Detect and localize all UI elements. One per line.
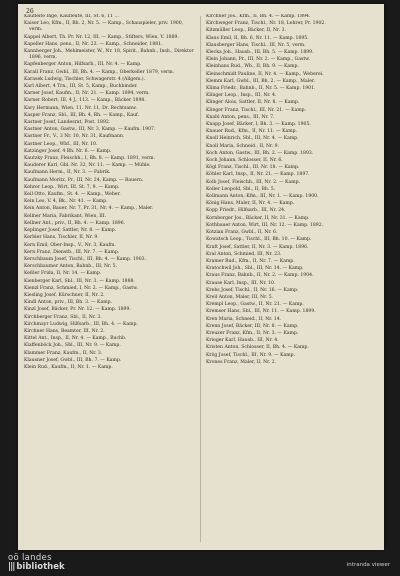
directory-entry: Kein Anton, Bauer, Nr. 7, Pr. 31, Nr. 4. — Kamp., Maler.	[24, 206, 154, 212]
directory-entry: Klammer Franz, Kaufm., II, Nr. 3.	[24, 350, 103, 356]
directory-entry: Kopp Friedr., Hilfsarb., III, Nr. 24.	[206, 208, 286, 214]
directory-entry: Kerschbaumer Anton, Bahnb., III, Nr. 5.	[24, 264, 117, 270]
directory-entry: Kellner Ant., priv., II, Bh. 4. — Kamp. 1896.	[24, 220, 126, 226]
directory-entry: Kerschbaum Josef, Tischl., III, Bh. 4. — Kamp. 1903.	[24, 256, 147, 262]
directory-entry: Kirchberger Franz, Sbl., II, Nr. 3.	[24, 314, 102, 320]
directory-entry: Klaffenböck Joh., Sbl., III, Nr. 9. — Kamp.	[24, 343, 121, 349]
directory-entry: Karner Josef, Kaufm., II, Nr. 21. — Kamp. 1894, verm.	[24, 91, 150, 97]
directory-entry: Kaiser Leo, Kfm., II, Bh. 2, Nr. 5. — Kamp., Schauspieler, priv. 1900, verm.	[24, 21, 184, 33]
directory-entry: Kögl Franz, Tischl., III, Nr. 18. — Kamp.	[206, 165, 300, 171]
directory-entry: Keßler Frida, II, Nr. 14. — Kamp.	[24, 271, 102, 277]
directory-entry: Katzinger Josef, 4 Bh. Nr. 6. — Kamp.	[24, 148, 112, 154]
directory-entry: Karl Albert, 4 Trn., III, St. 5, Kamp., Buchbinder.	[24, 84, 138, 90]
directory-entry: Karasek Ludwig, Tischler, Schwagerstr. 4 (Allgem.).	[24, 76, 146, 82]
directory-entry: Krieger Karl, Hausb., III, Nr. 4.	[206, 338, 279, 344]
directory-entry: Kraus Franz, Bahnb., II, Nr. 2. — Kamp. 1904.	[206, 273, 314, 279]
directory-entry: Klausner Josef, Gwbl., III, Bh. 7. — Kamp.	[24, 357, 122, 363]
directory-entry: Klein Rud., Kaufm., II, Nr. 1. — Kamp.	[24, 364, 113, 370]
directory-entry: Kremser Hans, Sbl., III, Nr. 11. — Kamp. 1899.	[206, 309, 316, 315]
directory-entry: Kaufmann Moritz, Pr., III, Nr. 24, Kamp. — Bauern.	[24, 177, 144, 183]
directory-entry: Klinger Alois, Sattler, II, Nr. 8. — Kamp.	[206, 100, 300, 106]
directory-entry: Krause Karl, Insp., III, Nr. 10.	[206, 280, 276, 286]
directory-entry: Kasper Franz, Sbl., III, Bh. 4, Rh. — Kamp., Kauf.	[24, 112, 140, 118]
library-logo[interactable]	[8, 554, 65, 572]
directory-entry: Kral Anton, Schmied, III, Nr. 23.	[206, 251, 282, 257]
directory-entry: Knapp Josef, Bäcker, I, Bh. 3. — Kamp. 1905.	[206, 122, 311, 128]
directory-entry: Kothbauer Anton, Wirt, III, Nr. 12. — Kamp. 1892.	[206, 222, 324, 228]
directory-entry: Kehrer Leop., Wirt, III, St. 7, 9. — Kamp.	[24, 184, 120, 190]
directory-entry: Kittel Ant., Insp., II, Nr. 4. — Kamp., Buchb.	[24, 336, 127, 342]
page-number: 26	[26, 8, 34, 15]
directory-entry: Krebs Josef, Tischl., II, Nr. 16. — Kamp.	[206, 287, 299, 293]
directory-entry: Krög Josef, Tischl., III, Nr. 9. — Kamp.	[206, 352, 296, 358]
directory-entry: Kitzmüller Leop., Bäcker, II, Nr. 3.	[206, 28, 287, 34]
directory-entry: Kapeller Hans, pens., II, Nr. 23. — Kamp., Schneider, 1881.	[24, 41, 163, 47]
directory-entry: Kaufleite Inge, Kaufleute, III, St. 6, 11 ...	[24, 14, 119, 19]
directory-entry: Klausberger Hans, Tischl., III, Nr. 5, verm.	[206, 42, 306, 48]
directory-entry: Kotzian Franz, Gwbl., II, Nr. 6.	[206, 230, 278, 236]
directory-entry: Keil Otto, Kaufm., St. 4. — Kamp., Weber.	[24, 192, 121, 198]
directory-entry: König Hans, Maler, II, Nr. 4. — Kamp.	[206, 201, 295, 207]
directory-entry: Kastner Anton, Gastw., III, Nr. 3, Kamp. — Kaufm. 1907.	[24, 127, 156, 133]
directory-entry: Kastner Fr., V., 3 Nr. 10, Nr. 31, Kaufmann.	[24, 134, 125, 140]
directory-entry: Kerbler Hans, Tischler, II, Nr. 9.	[24, 235, 99, 241]
directory-entry: Kren Maria, Schneid., II, Nr. 14.	[206, 316, 282, 322]
directory-entry: Karner Robert, III, 4 J., 113. — Kamp., Bäcker 1898.	[24, 98, 146, 104]
directory-entry: Klecka Joh., Hausb., III, Bh. 5. — Kamp. 1899.	[206, 50, 314, 56]
viewer-footer	[0, 552, 400, 576]
directory-entry: Kapfenberger Anton, Hilfsarb., III, Nr. 4. — Kamp.	[24, 62, 142, 68]
directory-entry: Kienberger Karl, Sbl., III, Nr. 3. — Kamp. 1888.	[24, 278, 135, 284]
directory-entry: Kary Hermann, Wien, 11. Nr. 11, Dr. Rechtsanw.	[24, 105, 137, 111]
directory-entry: Kirchner Jos., Kfm., II, Bh. 4. — Kamp. 1894.	[206, 14, 311, 19]
directory-entry: Kein Leo, V. 4, Bk., Nr. 41. — Kamp.	[24, 199, 108, 205]
directory-entry: Keplinger Josef, Sattler, Nr. 8. — Kamp.	[24, 228, 117, 234]
directory-entry: Knoll Heinrich, Sbl., III, Nr. 4. — Kamp.	[206, 136, 299, 142]
library-name-line2: ||| bibliothek	[8, 562, 65, 572]
directory-entry: Kastner Leop., Wbf., III, Nr. 10.	[24, 141, 98, 147]
directory-entry: Kaufmann Herm., II, Nr. 3. — Fabrik.	[24, 170, 111, 176]
directory-entry: Knabl Anton, pens., III, Nr. 7.	[206, 114, 275, 120]
directory-entry: Kellner Maria, Fabrikant, Wien, III.	[24, 213, 107, 219]
directory-entry: Kirchweger Franz, Tischl., Nr. 18, Lehrer, Pr. 1902.	[206, 21, 326, 27]
directory-entry: Kollmann Anton, Kfm., III, Nr. 1. — Kamp. 1900.	[206, 194, 319, 200]
directory-entry: Kautzky Franz, Fleischh., I, Bh. 8. — Kamp. 1891, verm.	[24, 156, 155, 162]
right-column	[206, 14, 378, 546]
column-divider	[200, 16, 201, 542]
directory-entry: Koch Anton, Gastw., III, Bh. 2. — Kamp. 1893.	[206, 150, 314, 156]
directory-entry: Krempl Leop., Gastw., II, Nr. 21. — Kamp.	[206, 302, 304, 308]
directory-entry: Krones Franz, Maler, II, Nr. 2.	[206, 359, 277, 365]
directory-entry: Klaus Emil, II, Bh. 6, Nr. 11. — Kamp. 1895.	[206, 35, 309, 41]
left-column	[24, 14, 196, 546]
directory-entry: Kreuzer Franz, Kfm., II, Nr. 3. — Kamp.	[206, 330, 299, 336]
directory-entry: Knauer Rud., Kfm., II, Nr. 11. — Kamp.	[206, 129, 297, 135]
directory-entry: Kowatsch Leop., Tischl., III, Bh. 10. — Kamp.	[206, 237, 312, 243]
library-bars-icon: |||	[8, 562, 15, 572]
directory-entry: Klemm Karl, Gwbl., III, Bh. 2. — Kamp., Maler.	[206, 78, 316, 84]
directory-entry: Köhler Karl, Insp., II, Nr. 21. — Kamp. 1897.	[206, 172, 310, 178]
directory-entry: Kienzl Franz, Schmied, I, Nr. 2. — Kamp., Gastw.	[24, 285, 139, 291]
directory-entry: Kleinschmidt Pauline, II, Nr. 4. — Kamp., Weberei.	[206, 71, 324, 77]
directory-entry: Klein Johann, Pr., III, Nr. 2. — Kamp., Gastw.	[206, 57, 311, 63]
directory-entry: Kastner Josef, Landesrat, Post. 1892.	[24, 120, 111, 126]
directory-entry: Kristen Anton, Schlosser, II, Bh. 4. — Kamp.	[206, 345, 309, 351]
directory-entry: Kirchmayr Ludwig, Hilfsarb., III, Bh. 4. — Kamp.	[24, 321, 138, 327]
directory-entry: Koch Johann, Schlosser, II, Nr. 6.	[206, 158, 283, 164]
directory-entry: Klinger Leop., Insp., III, Nr. 4.	[206, 93, 277, 99]
directory-entry: Kornberger Jos., Bäcker, II, Nr. 31. — Kamp.	[206, 215, 310, 221]
directory-entry: Klima Friedr., Bahnb., II, Nr. 5. — Kamp. 1901.	[206, 86, 316, 92]
scanned-page	[18, 4, 384, 550]
directory-entry: Kindl Anton, priv., III, Bh. 3. — Kamp.	[24, 300, 112, 306]
directory-entry: Kratochwil Joh., Sbl., III, Nr. 14. — Kamp.	[206, 266, 304, 272]
directory-entry: Krenn Josef, Bäcker, III, Nr. 8. — Kamp.	[206, 323, 299, 329]
directory-entry: Kern Emil, Ober-Insp., V., Nr. 3, Kaufm.	[24, 242, 116, 248]
directory-entry: Kirchner Hans, Beamter, III, Nr. 2.	[24, 328, 105, 334]
directory-entry: Kannberger Joh., Mehlmeister, W., Nr. 18, Spirit., Bahnb., Insb., Direktor 1896, verm.	[24, 49, 194, 61]
directory-entry: Kreil Anton, Maler, III, Nr. 5.	[206, 294, 274, 300]
library-name-line1: oö landes	[8, 553, 52, 563]
directory-entry: Knoll Maria, Schneid., II, Nr. 9.	[206, 143, 280, 149]
directory-entry: Kern Franz, Dienstb., III, Nr. 7. — Kamp.	[24, 249, 120, 255]
viewer-label: intranda viewer	[346, 562, 390, 568]
directory-entry: Kappel Albert, Th. Pr. Nr. 12, III. — Kamp., Stifters, Wien, V. 1889.	[24, 34, 179, 40]
directory-entry: Kolb Josef, Fleischh., III, Nr. 2. — Kamp.	[206, 179, 300, 185]
directory-entry: Kauderer Karl, Gbl. Nr. 32, Nr. 11. — Kamp. — Mühle.	[24, 163, 151, 169]
directory-entry: Kraft Josef, Sattler, II, Nr. 3. — Kamp. 1896.	[206, 244, 309, 250]
directory-entry: Kinzl Josef, Bäcker, Pr. Nr. 12. — Kamp. 1899.	[24, 307, 131, 313]
directory-entry: Klinger Franz, Tischl., III, Nr. 21. — Kamp.	[206, 107, 307, 113]
directory-entry: Kiesling Josef, Kürschner, II, Nr. 2.	[24, 292, 105, 298]
directory-entry: Karall Franz, Gwbl., III, Bh. 4. — Kamp., Oberkeller 1879, verm.	[24, 69, 175, 75]
directory-entry: Kleinhans Rud., Wb., II, Bh. 9. — Kamp.	[206, 64, 299, 70]
directory-entry: Kramer Rud., Kfm., II, Nr. 7. — Kamp.	[206, 258, 295, 264]
directory-entry: Koller Leopold, Sbl., II, Bh. 5.	[206, 186, 276, 192]
